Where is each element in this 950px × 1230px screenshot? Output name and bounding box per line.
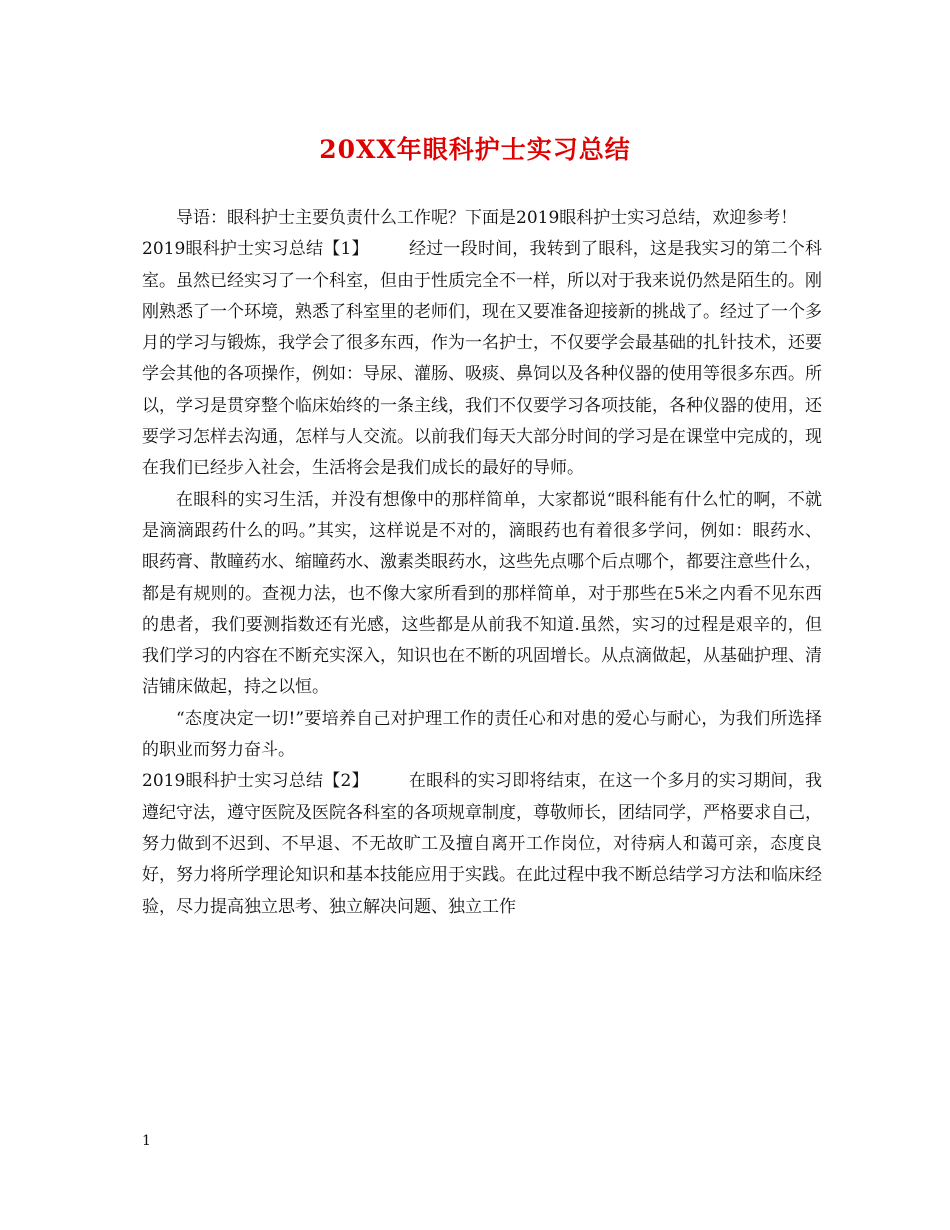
paragraph-3: “态度决定一切!”要培养自己对护理工作的责任心和对患的爱心与耐心，为我们所选择的职业而努力奋斗。 <box>142 708 822 761</box>
section-1-heading: 2019眼科护士实习总结【1】 <box>142 239 369 260</box>
intro-paragraph: 导语：眼科护士主要负责什么工作呢？下面是2019眼科护士实习总结，欢迎参考！ <box>176 208 798 228</box>
paragraph-2: 在眼科的实习生活，并没有想像中的那样简单，大家都说“眼科能有什么忙的啊，不就是滴滴跟药什么的吗。”其实，这样说是不对的，滴眼药也有着很多学问，例如：眼药水、眼药膏、散瞳药水、缩瞳药水、激素类眼药水，这些先点哪个后点哪个，都要注意些什么，都是有规则的。查视力法，也不像大家所看到的那样简单，对于那些在5米之内看不见东西的患者，我们要测指数还有光感，这些都是从前我不知道.虽然，实习的过程是艰辛的，但我们学习的内容在不断充实深入，知识也在不断的巩固增长。从点滴做起，从基础护理、清洁铺床做起，持之以恒。 <box>142 489 822 698</box>
document-body <box>142 203 822 923</box>
section-2-body: 在眼科的实习即将结束，在这一个多月的实习期间，我遵纪守法，遵守医院及医院各科室的各项规章制度，尊敬师长，团结同学，严格要求自己，努力做到不迟到、不早退、不无故旷工及擅自离开工作岗位，对待病人和蔼可亲，态度良好，努力将所学理论知识和基本技能应用于实践。在此过程中我不断总结学习方法和临床经验，尽力提高独立思考、独立解决问题、独立工作 <box>142 771 822 917</box>
section-1-paragraph <box>142 234 822 484</box>
page-number: 1 <box>142 1133 151 1149</box>
section-2-paragraph <box>142 766 822 922</box>
section-1-body: 经过一段时间，我转到了眼科，这是我实习的第二个科室。虽然已经实习了一个科室，但由于性质完全不一样，所以对于我来说仍然是陌生的。刚刚熟悉了一个环境，熟悉了科室里的老师们，现在又要准备迎接新的挑战了。经过了一个多月的学习与锻炼，我学会了很多东西，作为一名护士，不仅要学会最基础的扎针技术，还要学会其他的各项操作，例如：导尿、灌肠、吸痰、鼻饲以及各种仪器的使用等很多东西。所以，学习是贯穿整个临床始终的一条主线，我们不仅要学习各项技能，各种仪器的使用，还要学习怎样去沟通，怎样与人交流。以前我们每天大部分时间的学习是在课堂中完成的，现在我们已经步入社会，生活将会是我们成长的最好的导师。 <box>142 239 822 479</box>
document-title: 20XX年眼科护士实习总结 <box>319 135 631 164</box>
section-2-heading: 2019眼科护士实习总结【2】 <box>142 771 369 792</box>
